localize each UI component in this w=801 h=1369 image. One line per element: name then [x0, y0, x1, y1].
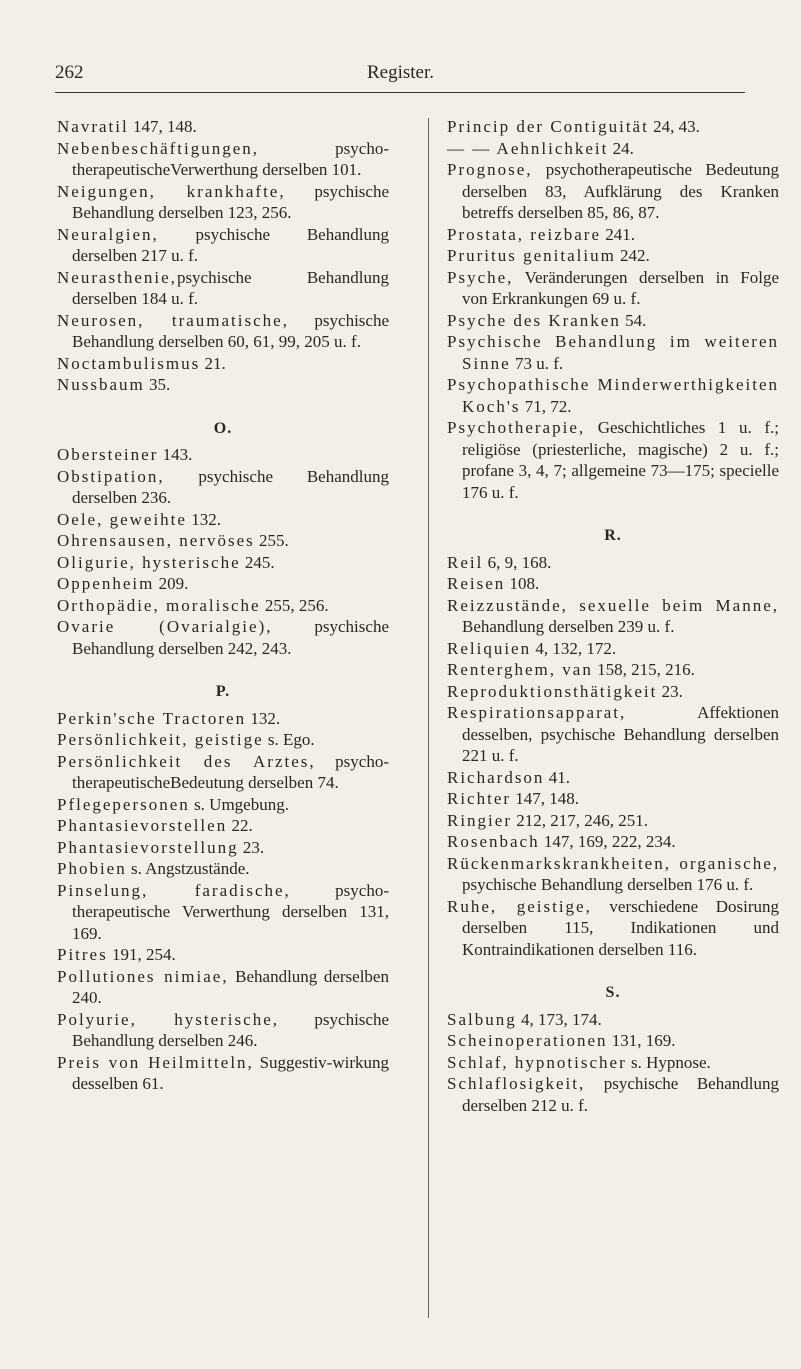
index-entry — [57, 966, 389, 1009]
index-entry — [447, 702, 779, 767]
entry-heading: Rückenmarkskrankheiten, organische, — [447, 853, 779, 873]
entry-heading: Reisen — [447, 574, 506, 593]
index-entry — [447, 224, 779, 246]
entry-references: 131, 169. — [607, 1031, 676, 1050]
entry-heading: Reproduktionsthätigkeit — [447, 681, 658, 701]
entry-references: verschiedene Dosirung derselben 115, Indikationen und Kontraindikationen derselben 116. — [462, 896, 779, 959]
index-entry — [57, 310, 389, 353]
entry-references: 209. — [154, 574, 189, 593]
entry-heading: Renterghem, van — [447, 660, 593, 679]
entry-heading: Persönlichkeit, geistige — [57, 730, 264, 749]
entry-heading: Neurasthenie, — [57, 267, 177, 287]
index-entry — [447, 853, 779, 896]
entry-heading: Richardson — [447, 767, 545, 787]
entry-references: 132. — [246, 708, 281, 728]
entry-references: 22. — [227, 816, 253, 835]
entry-heading: Neurosen, traumatische, — [57, 310, 289, 330]
entry-heading: Obersteiner — [57, 445, 159, 464]
index-entry — [447, 810, 779, 832]
index-entry — [447, 681, 779, 703]
index-entry — [447, 638, 779, 660]
index-entry — [57, 466, 389, 509]
index-entry — [57, 224, 389, 267]
index-entry — [57, 794, 389, 816]
entry-references: 147, 148. — [128, 117, 197, 136]
entry-heading: Princip der Contiguität — [447, 117, 649, 136]
entry-references: 255. — [254, 531, 289, 550]
entries-o — [57, 444, 389, 659]
entry-references: 71, 72. — [520, 396, 572, 416]
entry-references: 147, 148. — [511, 789, 580, 808]
entry-references: 108. — [505, 574, 540, 593]
entries-p-right — [447, 116, 779, 503]
index-entry — [57, 751, 389, 794]
index-entry — [447, 1052, 779, 1074]
entry-heading: Phantasievorstellung — [57, 837, 239, 857]
entry-heading: Psyche des Kranken — [447, 310, 621, 330]
entry-references: psychische Behandlung derselben 212 u. f. — [462, 1074, 779, 1115]
index-entry — [447, 896, 779, 961]
entry-references: 191, 254. — [107, 945, 176, 964]
entry-references: Suggestiv-wirkung desselben 61. — [72, 1052, 389, 1093]
page-number: 262 — [55, 62, 84, 83]
index-entry — [447, 116, 779, 138]
entry-references: psychische Behandlung derselben 123, 256. — [72, 181, 389, 222]
entry-references: 242. — [615, 246, 650, 265]
index-entry — [57, 595, 389, 617]
page-header — [0, 62, 801, 92]
entry-heading: Nebenbeschäftigungen, — [57, 138, 260, 158]
index-entry — [447, 267, 779, 310]
section-letter-o: O. — [213, 419, 233, 437]
header-rule — [55, 92, 745, 93]
index-entry — [57, 181, 389, 224]
index-entry — [57, 858, 389, 880]
entry-heading: Pollutiones nimiae, — [57, 966, 229, 986]
entry-heading: Ohrensausen, nervöses — [57, 531, 255, 550]
index-entry — [447, 417, 779, 503]
entry-heading: Psychopathische Minderwerthigkeiten Koch's — [447, 375, 779, 416]
entry-heading: Nussbaum — [57, 375, 145, 394]
entry-heading: Prognose, — [447, 160, 533, 179]
index-entry — [57, 138, 389, 181]
entry-references: 132. — [186, 509, 221, 529]
entry-references: 23. — [657, 681, 683, 701]
index-entry — [57, 530, 389, 552]
entry-heading: Oppenheim — [57, 574, 155, 593]
entry-references: 54. — [620, 310, 647, 330]
index-entry — [447, 1073, 779, 1116]
entry-heading: Rosenbach — [447, 832, 540, 851]
entry-references: 73 u. f. — [510, 353, 564, 373]
entry-heading: Salbung — [447, 1009, 517, 1029]
entry-heading: Psychische Behandlung im weiteren Sinne — [447, 332, 779, 373]
entry-references: psycho-therapeutischeBedeutung derselben 74. — [72, 751, 389, 792]
column-divider — [428, 118, 429, 1318]
entry-references: psycho-therapeutische Verwerthung derselben 131, 169. — [72, 880, 390, 943]
entry-references: 35. — [144, 375, 171, 394]
entry-heading: Navratil — [57, 117, 129, 136]
index-entry — [447, 245, 779, 267]
entry-references: psychische Behandlung derselben 217 u. f. — [72, 224, 389, 265]
index-entry — [57, 353, 389, 375]
index-entry — [447, 1030, 779, 1052]
entry-heading: Psychotherapie, — [447, 418, 586, 437]
running-head: Register. — [366, 62, 435, 83]
entry-heading: Scheinoperationen — [447, 1031, 608, 1050]
entry-references: Behandlung derselben 239 u. f. — [462, 617, 675, 636]
entry-references: s. Angstzustände. — [126, 859, 250, 878]
index-entry — [57, 815, 389, 837]
entry-references: 245. — [240, 552, 275, 572]
index-entry — [57, 1009, 389, 1052]
entry-references: Geschichtliches 1 u. f.; religiöse (priesterliche, magische) 2 u. f.; profane 3, 4, 7; allgemeine 73—175; specielle 176 u. f. — [462, 418, 779, 502]
entry-heading: Perkin'sche Tractoren — [57, 708, 247, 728]
index-entry — [447, 1009, 779, 1031]
entry-heading: Orthopädie, moralische — [57, 595, 261, 615]
entry-heading: Preis von Heilmitteln, — [57, 1052, 254, 1072]
entry-heading: Pitres — [57, 945, 108, 964]
entries-r — [447, 552, 779, 961]
entry-references: 241. — [601, 224, 635, 244]
entry-references: 212, 217, 246, 251. — [512, 810, 648, 830]
entry-references: 24, 43. — [648, 117, 700, 136]
entry-references: 24. — [608, 138, 634, 158]
index-entry — [57, 573, 389, 595]
entry-heading: Neigungen, krankhafte, — [57, 181, 286, 201]
entry-references: s. Hypnose. — [626, 1052, 711, 1072]
entry-heading: Obstipation, — [57, 466, 165, 486]
entries-p-left — [57, 708, 389, 1095]
index-entry — [57, 267, 389, 310]
entry-references: Veränderungen derselben in Folge von Erkrankungen 69 u. f. — [462, 267, 779, 308]
index-entry — [57, 708, 389, 730]
entry-references: 41. — [544, 767, 570, 787]
index-entry — [447, 595, 779, 638]
entry-heading: Phantasievorstellen — [57, 816, 228, 835]
entry-heading: Richter — [447, 789, 512, 808]
entry-references: s. Ego. — [263, 730, 315, 749]
entry-references: 6, 9, 168. — [483, 552, 552, 572]
index-entry — [447, 573, 779, 595]
entry-references: psychische Behandlung derselben 242, 243. — [72, 617, 389, 658]
entry-references: 4, 173, 174. — [516, 1009, 602, 1029]
entries-s — [447, 1009, 779, 1117]
entry-references: psychische Behandlung derselben 60, 61, 99, 205 u. f. — [72, 310, 389, 351]
index-entry — [447, 552, 779, 574]
entry-heading: Prostata, reizbare — [447, 224, 601, 244]
entry-heading: Pruritus genitalium — [447, 246, 616, 265]
entry-heading: Ovarie (Ovarialgie), — [57, 617, 273, 636]
index-entry — [57, 880, 389, 945]
index-entry — [57, 374, 389, 396]
entry-references: psychische Behandlung derselben 246. — [72, 1009, 389, 1050]
right-column — [447, 116, 779, 1116]
index-entry — [57, 444, 389, 466]
index-entry — [447, 831, 779, 853]
entry-heading: Phobien — [57, 859, 127, 878]
entry-references: psycho-therapeutischeVerwerthung derselben 101. — [72, 138, 389, 179]
entries-n — [57, 116, 389, 396]
left-column — [57, 116, 389, 1095]
index-entry — [447, 310, 779, 332]
section-letter-p: P. — [215, 683, 231, 700]
section-letter-s: S. — [605, 984, 621, 1001]
entry-references: 4, 132, 172. — [531, 638, 617, 658]
entry-heading: Persönlichkeit des Arztes, — [57, 751, 316, 771]
section-letter-r: R. — [604, 527, 622, 544]
entry-heading: Schlaf, hypnotischer — [447, 1052, 627, 1072]
index-entry — [447, 159, 779, 224]
entry-heading: Pinselung, faradische, — [57, 880, 291, 900]
entry-references: psychotherapeutische Bedeutung derselben 83, Aufklärung des Kranken betreffs derselben 85, 86, 87. — [462, 160, 779, 222]
entry-heading: — — Aehnlichkeit — [447, 138, 609, 158]
entry-references: psychische Behandlung derselben 236. — [72, 466, 389, 507]
index-entry — [57, 116, 389, 138]
entry-references: psychische Behandlung derselben 184 u. f. — [72, 267, 389, 308]
entry-heading: Schlaflosigkeit, — [447, 1074, 586, 1093]
index-entry — [57, 729, 389, 751]
index-entry — [57, 1052, 389, 1095]
entry-references: 255, 256. — [260, 595, 329, 615]
entry-heading: Noctambulismus — [57, 353, 201, 373]
entry-references: psychische Behandlung derselben 176 u. f. — [462, 875, 754, 894]
entry-heading: Neuralgien, — [57, 224, 159, 244]
index-entry — [57, 837, 389, 859]
index-entry — [447, 659, 779, 681]
entry-references: 143. — [158, 445, 193, 464]
entry-references: s. Umgebung. — [189, 794, 289, 814]
entry-heading: Reizzustände, sexuelle beim Manne, — [447, 595, 779, 615]
entry-references: 158, 215, 216. — [592, 660, 695, 679]
index-entry — [447, 767, 779, 789]
index-entry — [447, 138, 779, 160]
entry-heading: Oligurie, hysterische — [57, 552, 241, 572]
index-entry — [447, 788, 779, 810]
entry-heading: Oele, geweihte — [57, 509, 187, 529]
entry-references: Affektionen desselben, psychische Behandlung derselben 221 u. f. — [462, 703, 779, 765]
entry-references: 147, 169, 222, 234. — [539, 832, 676, 851]
index-entry — [57, 509, 389, 531]
entry-heading: Ringier — [447, 810, 512, 830]
entry-heading: Reil — [447, 552, 484, 572]
index-entry — [57, 552, 389, 574]
entry-references: 23. — [238, 837, 265, 857]
entry-heading: Ruhe, geistige, — [447, 896, 592, 916]
index-entry — [57, 616, 389, 659]
entry-heading: Psyche, — [447, 267, 514, 287]
entry-heading: Polyurie, hysterische, — [57, 1009, 279, 1029]
entry-heading: Respirationsapparat, — [447, 703, 627, 722]
index-entry — [447, 331, 779, 374]
index-entry — [447, 374, 779, 417]
index-entry — [57, 944, 389, 966]
entry-heading: Reliquien — [447, 638, 532, 658]
entry-references: Behandlung derselben 240. — [72, 966, 389, 1007]
entry-heading: Pflegepersonen — [57, 794, 190, 814]
entry-references: 21. — [200, 353, 226, 373]
